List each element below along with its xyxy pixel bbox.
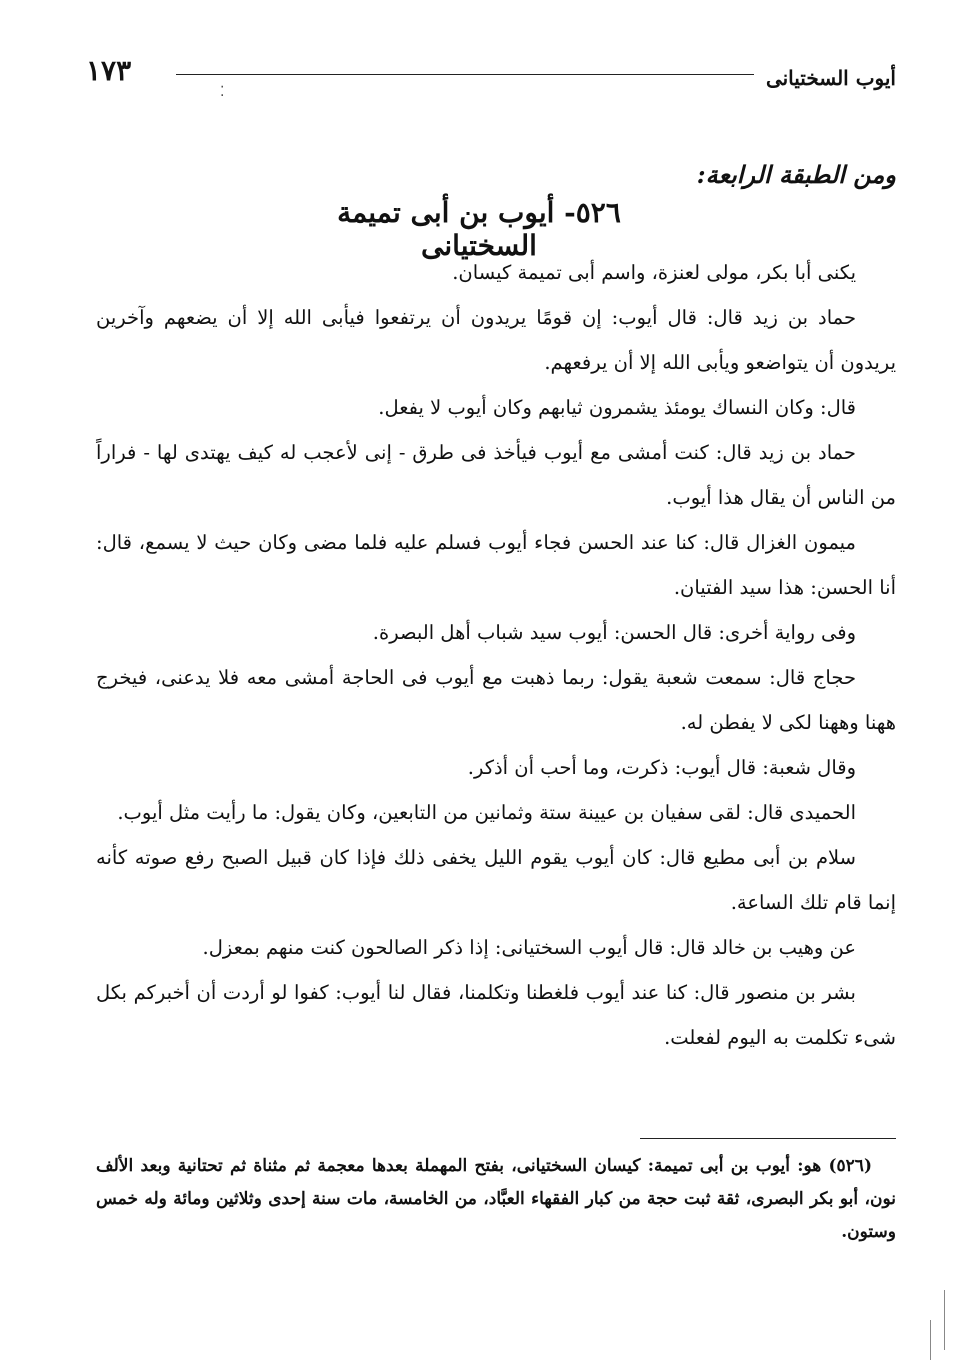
footnote-rule — [640, 1138, 896, 1139]
section-heading: ومن الطبقة الرابعة: — [696, 160, 896, 189]
paragraph: بشر بن منصور قال: كنا عند أيوب فلغطنا وتكلمنا، فقال لنا أيوب: كفوا لو أردت أن أخبركم بكل شىء تكلمت به اليوم لفعلت. — [96, 981, 896, 1049]
paragraph: وقال شعبة: قال أيوب: ذكرت، وما أحب أن أذكر. — [467, 756, 856, 779]
paragraph: عن وهيب بن خالد قال: قال أيوب السختيانى: إذا ذكر الصالحون كنت منهم بمعزل. — [202, 936, 856, 959]
scan-edge-line — [930, 1320, 931, 1360]
paragraph: ميمون الغزال قال: كنا عند الحسن فجاء أيوب فسلم عليه فلما مضى وكان حيث لا يسمع، قال: أنا الحسن: هذا سيد الفتيان. — [96, 531, 896, 599]
footnote-text: (٥٢٦) هو: أيوب بن أبى تميمة: كيسان السختيانى، بفتح المهملة بعدها معجمة ثم مثناة ثم تحتانية وبعد الألف نون، أبو بكر البصرى، ثقة ثبت حجة من كبار الفقهاء العبَّاد، من الخامسة، مات سنة إحدى وثلاثين ومائة وله خمس وستون. — [96, 1156, 896, 1242]
scan-edge-line — [944, 1290, 945, 1350]
paragraph: سلام بن أبى مطيع قال: كان أيوب يقوم الليل يخفى ذلك فإذا كان قبيل الصبح رفع صوته كأنه إنما قام تلك الساعة. — [96, 846, 896, 914]
paragraph: وفى رواية أخرى: قال الحسن: أيوب سيد شباب أهل البصرة. — [372, 621, 856, 644]
page-number: ١٧٣ — [86, 54, 132, 87]
header-rule — [176, 74, 754, 75]
paragraph: يكنى أبا بكر، مولى لعنزة، واسم أبى تميمة كيسان. — [452, 261, 856, 284]
running-head: أيوب السختيانى — [765, 66, 896, 90]
body-text — [96, 250, 896, 1060]
paragraph: قال: وكان النساك يومئذ يشمرون ثيابهم وكان أيوب لا يفعل. — [378, 396, 856, 419]
paragraph: الحميدى قال: لقى سفيان بن عيينة ستة وثمانين من التابعين، وكان يقول: ما رأيت مثل أيوب. — [117, 801, 856, 824]
paragraph: حماد بن زيد قال: كنت أمشى مع أيوب فيأخذ فى طرق - إنى لأعجب له كيف يهتدى لها - فراراً من الناس أن يقال هذا أيوب. — [96, 441, 896, 509]
scan-speck: ⁚ — [220, 84, 225, 100]
entry-title: ٥٢٦- أيوب بن أبى تميمة السختيانى — [337, 196, 621, 262]
paragraph: حماد بن زيد قال: قال أيوب: إن قومًا يريدون أن يرتفعوا فيأبى الله إلا أن يضعهم وآخرين يريدون أن يتواضعو ويأبى الله إلا أن يرفعهم. — [96, 306, 896, 374]
footnote — [96, 1150, 896, 1249]
paragraph: حجاج قال: سمعت شعبة يقول: ربما ذهبت مع أيوب فى الحاجة أمشى معه فلا يدعنى، فيخرج ههنا وههنا لكى لا يفطن له. — [96, 666, 896, 734]
